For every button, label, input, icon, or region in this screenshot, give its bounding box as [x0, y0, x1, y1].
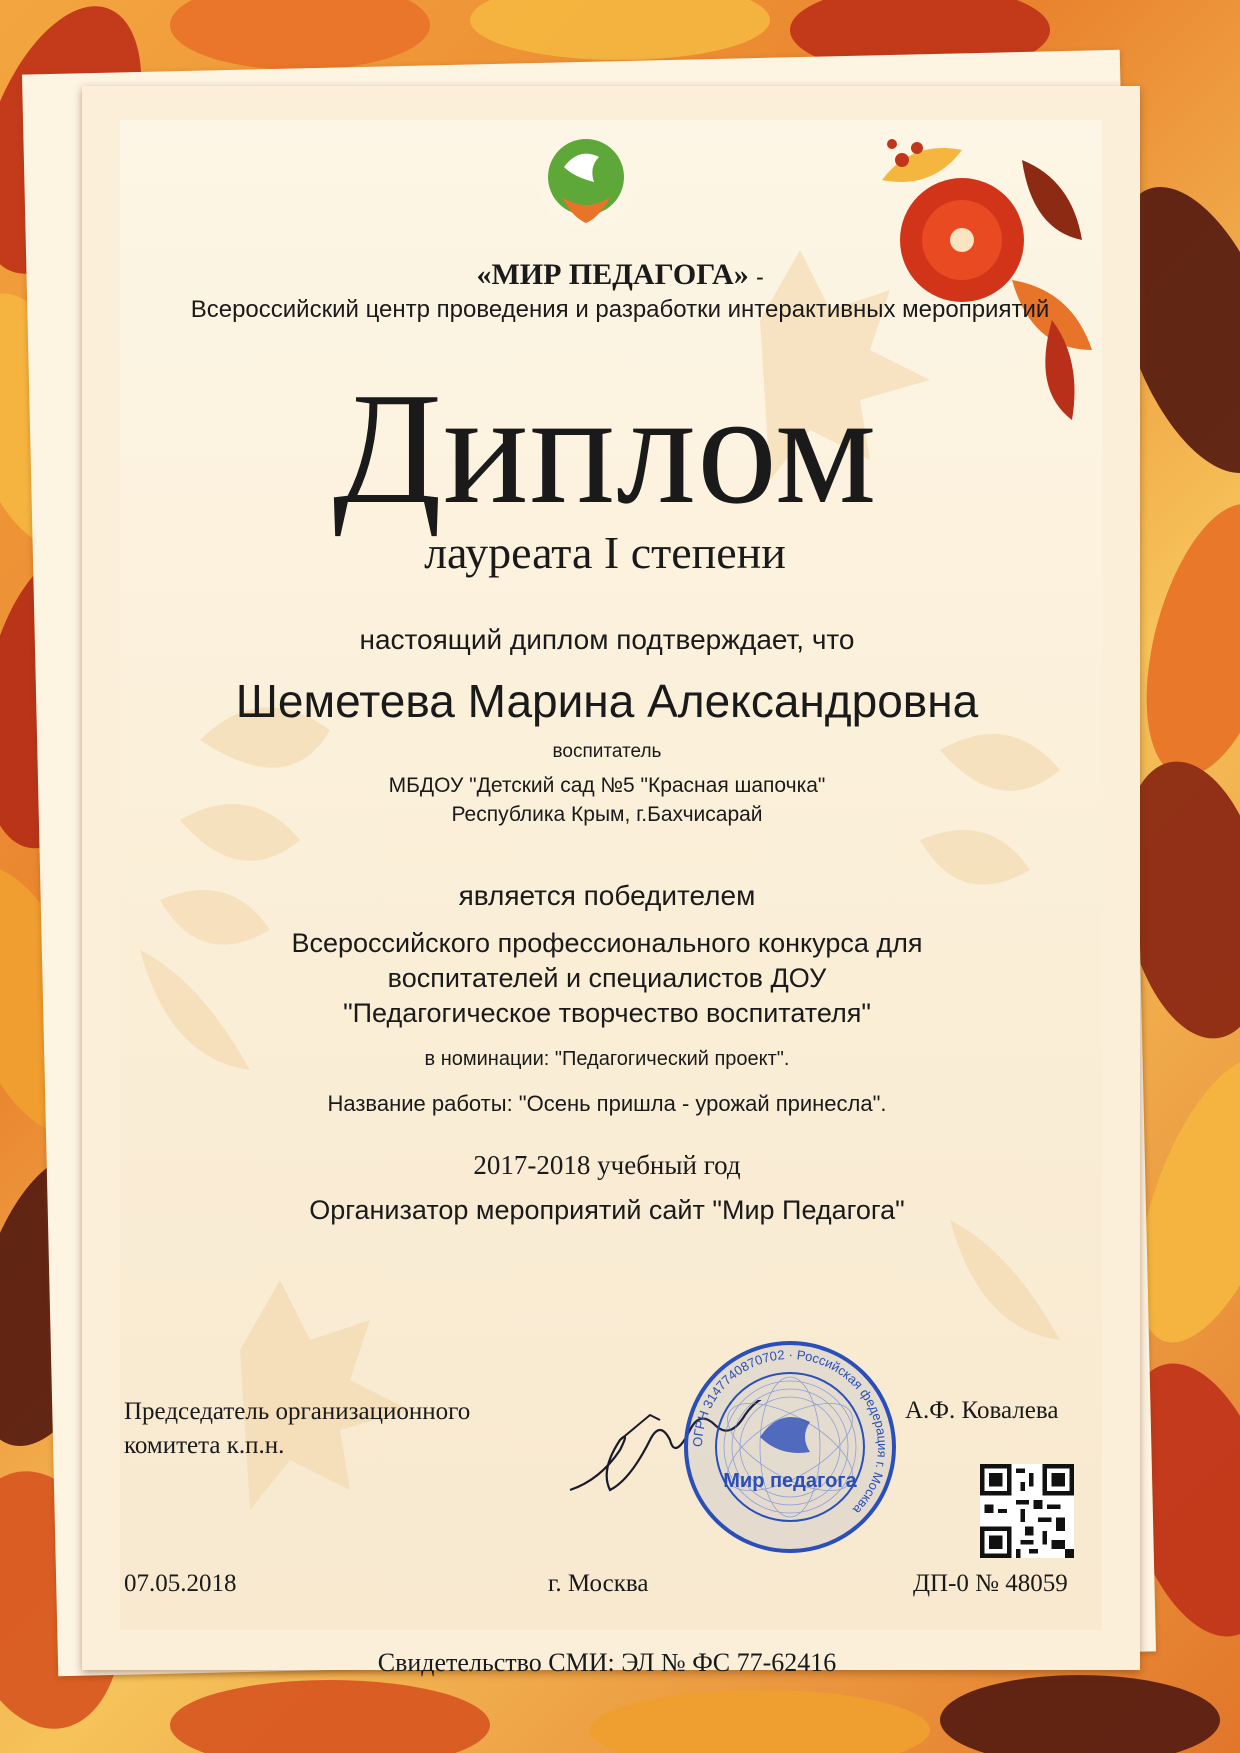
issue-date: 07.05.2018	[124, 1570, 237, 1597]
media-registration: Свидетельство СМИ: ЭЛ № ФС 77-62416	[377, 1648, 837, 1677]
diploma-title: Диплом	[332, 359, 878, 537]
organization-subtitle: Всероссийский центр проведения и разработки интерактивных мероприятий	[190, 296, 1050, 323]
contest-line: Всероссийского профессионального конкурса для	[291, 928, 923, 958]
signatory-title-line: Председатель организационного	[124, 1398, 471, 1425]
organization-name	[0, 258, 1240, 292]
confirmation-text: настоящий диплом подтверждает, что	[359, 624, 855, 655]
recipient-institution: МБДОУ "Детский сад №5 "Красная шапочка"	[388, 774, 826, 797]
organization-dash: -	[756, 264, 764, 289]
recipient-name: Шеметева Марина Александровна	[235, 675, 979, 727]
school-year: 2017-2018 учебный год	[473, 1150, 741, 1180]
recipient-position: воспитатель	[552, 741, 662, 762]
issue-city: г. Москва	[548, 1570, 649, 1597]
stamp-center-text: Мир педагога	[723, 1470, 857, 1492]
organizer: Организатор мероприятий сайт "Мир Педагога"	[309, 1195, 905, 1225]
contest-line: воспитателей и специалистов ДОУ	[387, 963, 827, 993]
work-title: Название работы: "Осень пришла - урожай принесла".	[327, 1091, 887, 1116]
signatory-name: А.Ф. Ковалева	[905, 1397, 1059, 1424]
organization-title: «МИР ПЕДАГОГА»	[476, 258, 749, 291]
award-status: является победителем	[458, 880, 756, 911]
contest-line: "Педагогическое творчество воспитателя"	[343, 998, 871, 1028]
diploma-degree: лауреата I степени	[424, 527, 786, 578]
recipient-location: Республика Крым, г.Бахчисарай	[451, 803, 763, 826]
contest-name	[0, 926, 1214, 1031]
nomination: в номинации: "Педагогический проект".	[424, 1048, 790, 1070]
mir-pedagoga-logo	[534, 127, 638, 231]
qr-code	[980, 1464, 1074, 1558]
diploma-number: ДП-0 № 48059	[913, 1570, 1068, 1597]
signatory-title-line: комитета к.п.н.	[124, 1432, 285, 1459]
official-stamp	[680, 1337, 900, 1557]
stamp-ring-text: ОГРН 3147740870702 · Российская федерация г. Москва	[689, 1346, 891, 1518]
signatory-title	[124, 1395, 544, 1463]
